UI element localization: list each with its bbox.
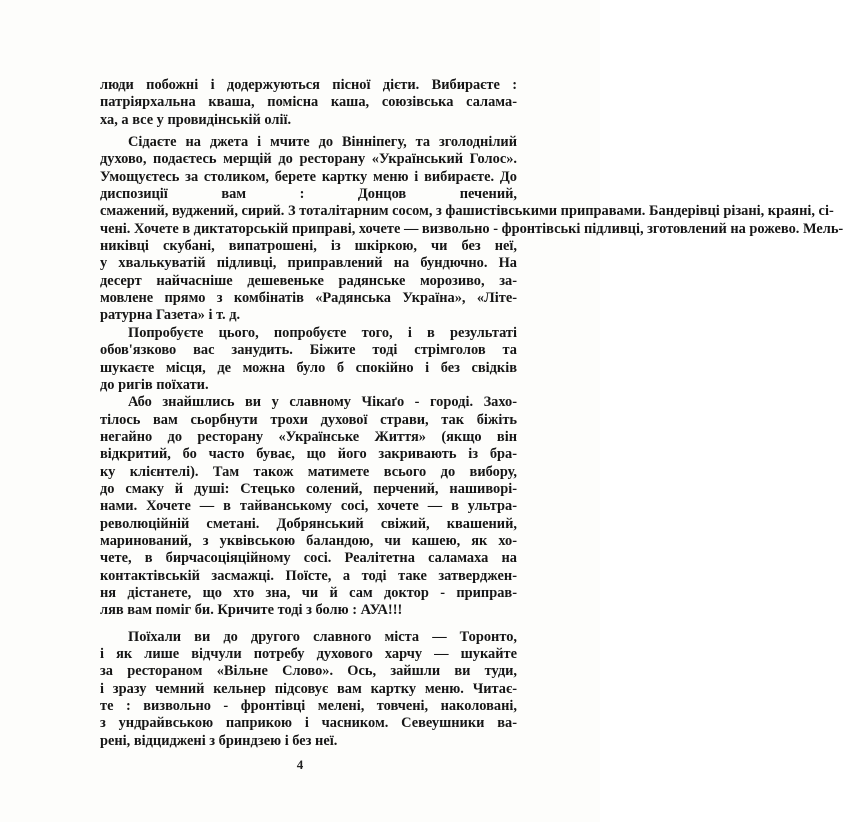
text-line: тілось вам сьорбнути трохи духової страви, так біжіть	[100, 411, 517, 428]
text-line: Або знайшлись ви у славному Чікаґо - городі. Захо-	[128, 394, 517, 411]
text-line: до ригів поїхати.	[100, 376, 209, 393]
page-number: 4	[296, 757, 304, 772]
text-line: Сідаєте на джета і мчите до Вінніпегу, та зголоднілий духово, подаєтесь мерщій до ресторану «Український Голос». Умощуєтесь за столиком, берете картку меню і вибираєте. До диспозиції вам : Донцов печений,	[100, 134, 517, 203]
text-line: десерт найчасніше дешевеньке радянське морозиво, за-	[100, 272, 517, 289]
text-line: шукаєте місця, де можна було б спокійно і без свідків	[100, 359, 517, 376]
text-line: Попробуєте цього, попробуєте того, і в результаті	[128, 324, 517, 341]
text-line: смажений, вуджений, сирий. З тоталітарним сосом, з фашистівськими приправами. Бандерівці різані, краяні, сі-	[100, 203, 834, 220]
paragraph	[100, 77, 517, 129]
text-line: за рестораном «Вільне Слово». Ось, зайшли ви туди,	[100, 663, 517, 680]
text-line: з ундрайвською паприкою і часником. Севеушники ва-	[100, 715, 517, 732]
text-line: те : визвольно - фронтівці мелені, товчені, наколовані,	[100, 698, 517, 715]
text-line: і як лише відчули потребу духового харчу — шукайте	[100, 646, 517, 662]
text-line: обов'язково вас занудить. Біжите тоді стрімголов та	[100, 342, 517, 359]
text-line: революційній сметані. Добрянський свіжий, квашений,	[100, 515, 517, 532]
paragraph	[100, 134, 843, 325]
text-line: никівці скубані, випатрошені, із шкіркою, чи без неї,	[100, 238, 517, 255]
text-line: маринований, з уквівською баландою, чи кашею, як хо-	[100, 532, 517, 549]
text-line: ку клієнтелі). Там також матимете всього до вибору,	[100, 463, 517, 480]
text-line: відкритий, бо часто буває, що його закривають із бра-	[100, 446, 517, 463]
body-text	[100, 77, 843, 750]
text-line: до смаку й душі: Стецько солений, перчений, нашиворі-	[100, 480, 517, 497]
text-line: чені. Хочете в диктаторській приправі, хочете — визвольно - фронтівські підливці, зготовлений на рожево. Мель-	[100, 220, 843, 237]
text-line: і зразу чемний кельнер підсовує вам картку меню. Читає-	[100, 680, 517, 697]
paragraph	[100, 394, 517, 619]
paragraph	[100, 629, 517, 750]
text-line: патріярхальна кваша, помісна каша, союзівська салама-	[100, 94, 517, 111]
text-line: ратурна Газета» і т. д.	[100, 307, 241, 324]
text-line: негайно до ресторану «Українське Життя» (якщо він	[100, 428, 517, 445]
text-line: контактівській засмажці. Поїсте, а тоді таке затверджен-	[100, 567, 517, 584]
text-line: у хвалькуватій підливці, приправлений на бундючно. На	[100, 255, 517, 272]
text-line: мовлене прямо з комбінатів «Радянська Україна», «Літе-	[100, 290, 517, 307]
text-line: ляв вам поміг би. Кричите тоді з болю : АУА!!!	[100, 602, 403, 619]
paragraph	[100, 325, 517, 394]
text-line: Поїхали ви до другого славного міста — Торонто,	[128, 628, 517, 645]
text-line: нами. Хочете — в тайванському сосі, хочете — в ультра-	[100, 498, 517, 515]
text-line: ха, а все у провидінській олії.	[100, 111, 292, 128]
text-line: ня дістанете, що хто зна, чи й сам доктор - приправ-	[100, 584, 517, 601]
text-line: люди побожні і додержуються пісної дієти. Вибираєте :	[100, 77, 517, 93]
text-line: рені, відциджені з бриндзею і без неї.	[100, 732, 338, 749]
text-line: чете, в бирчасоціяційному сосі. Реалітетна саламаха на	[100, 550, 517, 567]
